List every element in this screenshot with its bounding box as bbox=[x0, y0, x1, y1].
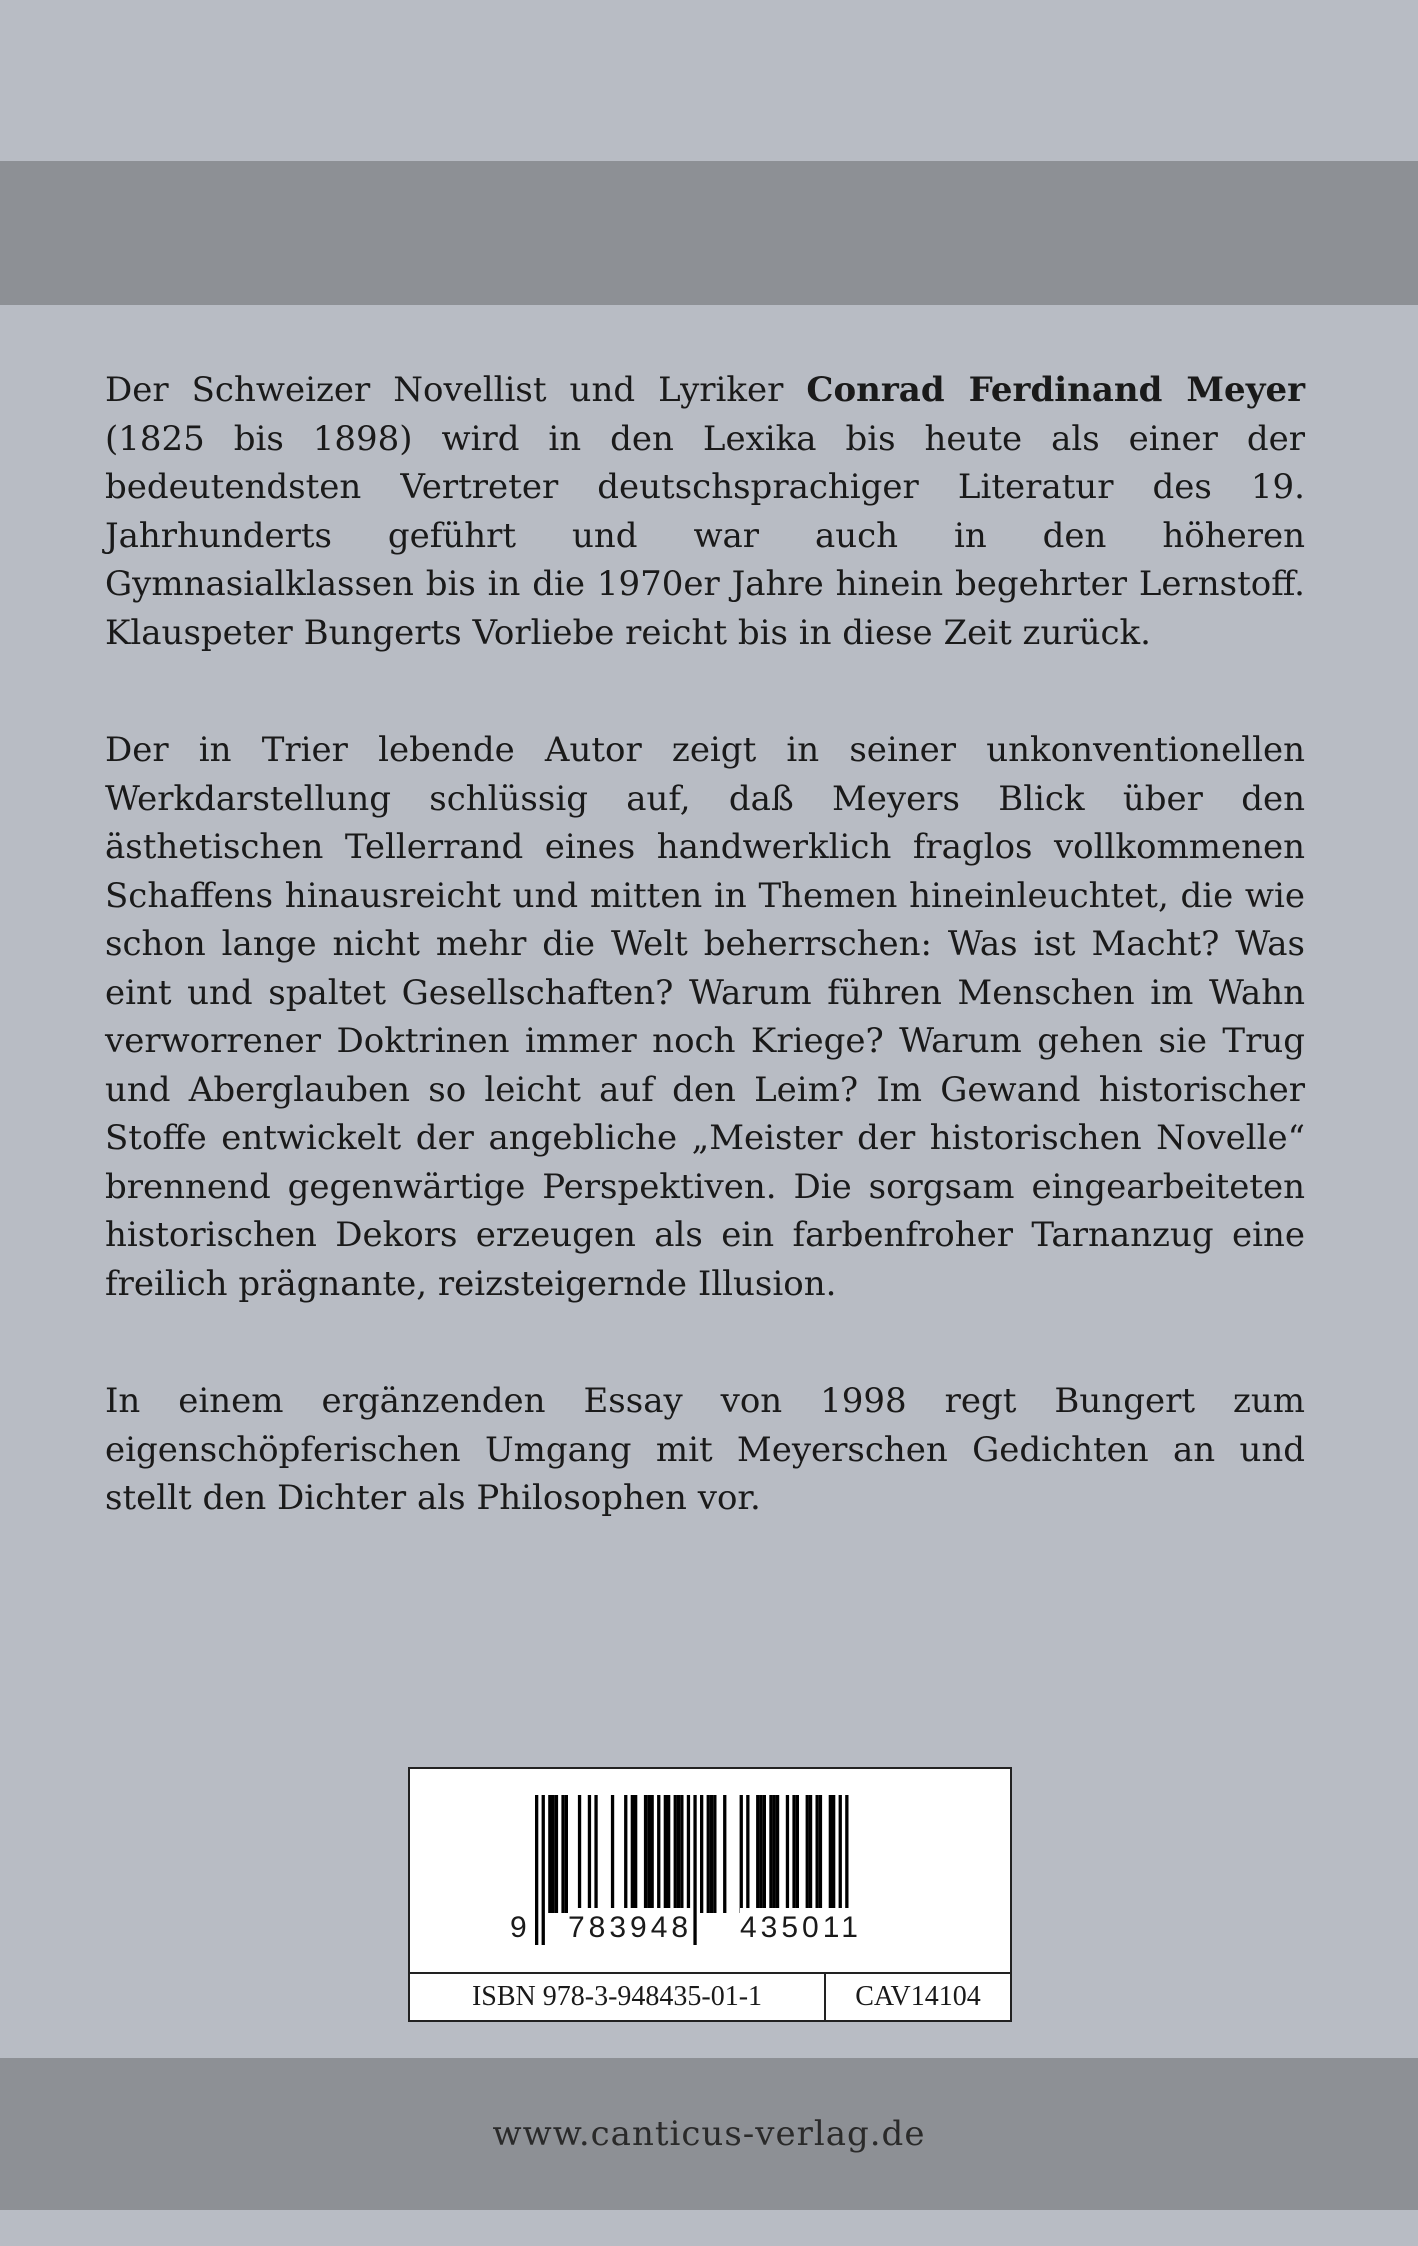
barcode-bar bbox=[594, 1795, 597, 1913]
blurb-paragraph-2: Der in Trier lebende Autor zeigt in seiner unkonventionellen Werkdarstellung schlüssig auf, daß Meyers Blick über den ästhetischen Tellerrand eines handwerklich fraglos vollkommenen Schaffens hinausreicht und mitten in Themen hineinleuchtet, die wie schon lange nicht mehr die Welt beherrschen: Was ist Macht? Was eint und spaltet Gesellschaften? Warum führen Menschen im Wahn verworrener Doktrinen immer noch Kriege? Warum gehen sie Trug und Aberglauben so leicht auf den Leim? Im Gewand historischer Stoffe entwickelt der angebliche „Meister der historischen Novelle“ brennend gegenwärtige Perspektiven. Die sorgsam eingearbeiteten historischen Dekors erzeugen als ein farbenfroher Tarnanzug eine freilich prägnante, reizsteigernde Illusion. bbox=[105, 730, 1305, 1304]
barcode-bar bbox=[740, 1795, 743, 1913]
barcode-bar bbox=[677, 1795, 680, 1913]
barcode-bar bbox=[561, 1795, 564, 1913]
barcode-bar bbox=[819, 1795, 822, 1913]
barcode-bar bbox=[578, 1795, 581, 1913]
barcode-bar bbox=[723, 1795, 726, 1913]
barcode-bar bbox=[786, 1795, 789, 1913]
barcode-bar bbox=[746, 1795, 749, 1913]
barcode-bar bbox=[565, 1795, 568, 1913]
barcode-guard-bar bbox=[535, 1795, 538, 1945]
barcode-first-digit: 9 bbox=[510, 1908, 531, 1948]
barcode-bar bbox=[611, 1795, 614, 1913]
barcode-bar bbox=[700, 1795, 703, 1913]
barcode-bar bbox=[588, 1795, 591, 1913]
barcode-bar bbox=[832, 1795, 835, 1913]
barcode-bar bbox=[759, 1795, 762, 1913]
barcode-bar bbox=[763, 1795, 766, 1913]
barcode-bar bbox=[806, 1795, 809, 1913]
barcode-bar bbox=[713, 1795, 716, 1913]
barcode-bar bbox=[552, 1795, 555, 1913]
barcode-bar bbox=[631, 1795, 634, 1913]
barcode-bar bbox=[829, 1795, 832, 1913]
barcode-bar bbox=[555, 1795, 558, 1913]
barcode-bar bbox=[710, 1795, 713, 1913]
isbn-number: ISBN 978-3-948435-01-1 bbox=[410, 1974, 826, 2020]
publisher-website: www.canticus-verlag.de bbox=[492, 2114, 926, 2154]
isbn-barcode-box bbox=[408, 1767, 1012, 2022]
blurb-p1-intro: Der Schweizer Novellist und Lyriker bbox=[105, 370, 807, 410]
barcode-bar bbox=[707, 1795, 710, 1913]
blurb-paragraph-1 bbox=[105, 366, 1305, 657]
barcode-bar bbox=[657, 1795, 660, 1913]
barcode-guard-bar bbox=[542, 1795, 545, 1945]
author-subject-name: Conrad Ferdinand Meyer bbox=[806, 370, 1305, 410]
barcode-right-digits: 435011 bbox=[740, 1908, 862, 1948]
barcode-left-digits: 783948 bbox=[568, 1908, 692, 1948]
publisher-code: CAV14104 bbox=[855, 1981, 981, 2012]
barcode-bar bbox=[624, 1795, 627, 1913]
barcode-bar bbox=[664, 1795, 667, 1913]
blurb-p1-rest: (1825 bis 1898) wird in den Lexika bis heute als einer der bedeutendsten Vertreter deutschsprachiger Literatur des 19. Jahrhunderts geführt und war auch in den höheren Gymnasialklassen bis in die 1970er Jahre hinein begehrter Lernstoff. Klauspeter Bungerts Vorliebe reicht bis in diese Zeit zurück. bbox=[105, 418, 1305, 653]
barcode-bar bbox=[647, 1795, 650, 1913]
barcode-bar bbox=[548, 1795, 551, 1913]
barcode-bar bbox=[792, 1795, 795, 1913]
barcode-bar bbox=[809, 1795, 812, 1913]
barcode-bar bbox=[773, 1795, 776, 1913]
top-band bbox=[0, 161, 1418, 305]
barcode-bar bbox=[674, 1795, 677, 1913]
barcode-bar bbox=[667, 1795, 670, 1913]
barcode-area bbox=[410, 1769, 1010, 1974]
barcode-bar bbox=[680, 1795, 683, 1913]
barcode-bar bbox=[644, 1795, 647, 1913]
barcode-bar bbox=[634, 1795, 637, 1913]
back-cover-blurb bbox=[105, 366, 1305, 1592]
barcode-bar bbox=[816, 1795, 819, 1913]
blurb-paragraph-3: In einem ergänzenden Essay von 1998 regt Bungert zum eigenschöpferischen Umgang mit Meyerschen Gedichten an und stellt den Dichter als Philosophen vor. bbox=[105, 1381, 1305, 1518]
barcode-guard-bar bbox=[693, 1795, 696, 1945]
barcode-bar bbox=[756, 1795, 759, 1913]
barcode-bar bbox=[769, 1795, 772, 1913]
barcode-bar bbox=[796, 1795, 799, 1913]
barcode-bar bbox=[776, 1795, 779, 1913]
barcode-bar bbox=[651, 1795, 654, 1913]
